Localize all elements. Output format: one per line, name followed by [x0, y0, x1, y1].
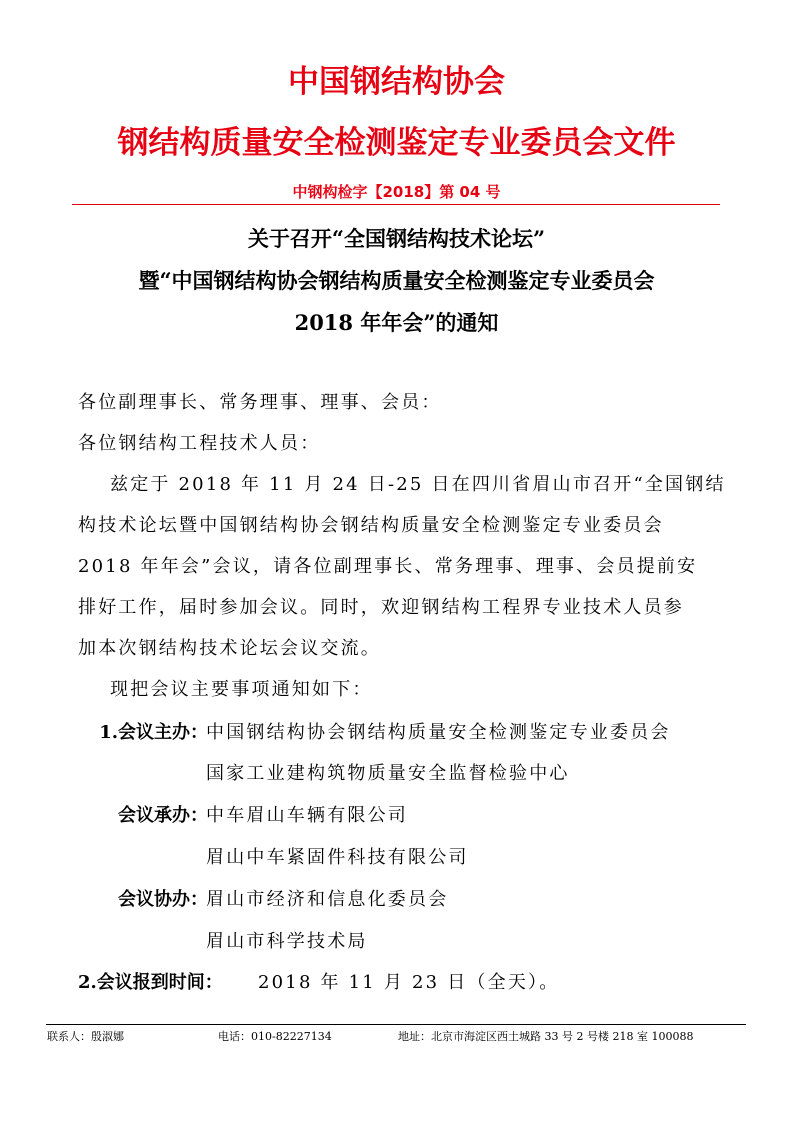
salutation-line-2: 各位钢结构工程技术人员： — [78, 433, 321, 454]
body-paragraph-line: 加本次钢结构技术论坛会议交流。 — [78, 638, 381, 659]
organizer-value: 眉山中车紧固件科技有限公司 — [206, 847, 469, 868]
notice-title-line-3: 2018 年年会”的通知 — [294, 310, 499, 335]
report-time-value: 2018 年 11 月 23 日（全天）。 — [258, 972, 560, 993]
document-number: 中钢构检字【2018】第 04 号 — [292, 183, 501, 201]
footer-divider — [46, 1024, 746, 1025]
footer-contact: 联系人：殷淑娜 — [47, 1030, 124, 1043]
host-value: 中国钢结构协会钢结构质量安全检测鉴定专业委员会 — [206, 722, 671, 743]
co-organizer-label: 会议协办： — [118, 889, 208, 910]
header-divider — [72, 204, 720, 205]
body-paragraph-line: 2018 年年会”会议，请各位副理事长、常务理事、理事、会员提前安 — [78, 556, 698, 577]
body-paragraph-line: 排好工作，届时参加会议。同时，欢迎钢结构工程界专业技术人员参 — [78, 597, 684, 618]
co-organizer-value: 眉山市科学技术局 — [206, 931, 368, 952]
host-value: 国家工业建构筑物质量安全监督检验中心 — [206, 763, 570, 784]
organizer-value: 中车眉山车辆有限公司 — [206, 805, 408, 826]
org-name: 中国钢结构协会 — [288, 64, 505, 100]
footer-address: 地址：北京市海淀区西土城路 33 号 2 号楼 218 室 100088 — [398, 1030, 694, 1043]
host-label: 1.会议主办： — [99, 722, 208, 743]
body-paragraph-line: 兹定于 2018 年 11 月 24 日-25 日在四川省眉山市召开“全国钢结 — [110, 474, 726, 495]
salutation-line-1: 各位副理事长、常务理事、理事、会员： — [78, 392, 442, 413]
report-time-label: 2.会议报到时间： — [78, 972, 223, 993]
body-paragraph-line: 构技术论坛暨中国钢结构协会钢结构质量安全检测鉴定专业委员会 — [78, 515, 664, 536]
footer-phone: 电话：010-82227134 — [218, 1030, 332, 1043]
organizer-label: 会议承办： — [118, 805, 208, 826]
co-organizer-value: 眉山市经济和信息化委员会 — [206, 889, 449, 910]
items-intro: 现把会议主要事项通知如下： — [110, 679, 373, 700]
notice-title-line-2: 暨“中国钢结构协会钢结构质量安全检测鉴定专业委员会 — [138, 268, 655, 293]
notice-title-line-1: 关于召开“全国钢结构技术论坛” — [247, 226, 546, 251]
committee-name: 钢结构质量安全检测鉴定专业委员会文件 — [117, 125, 676, 161]
